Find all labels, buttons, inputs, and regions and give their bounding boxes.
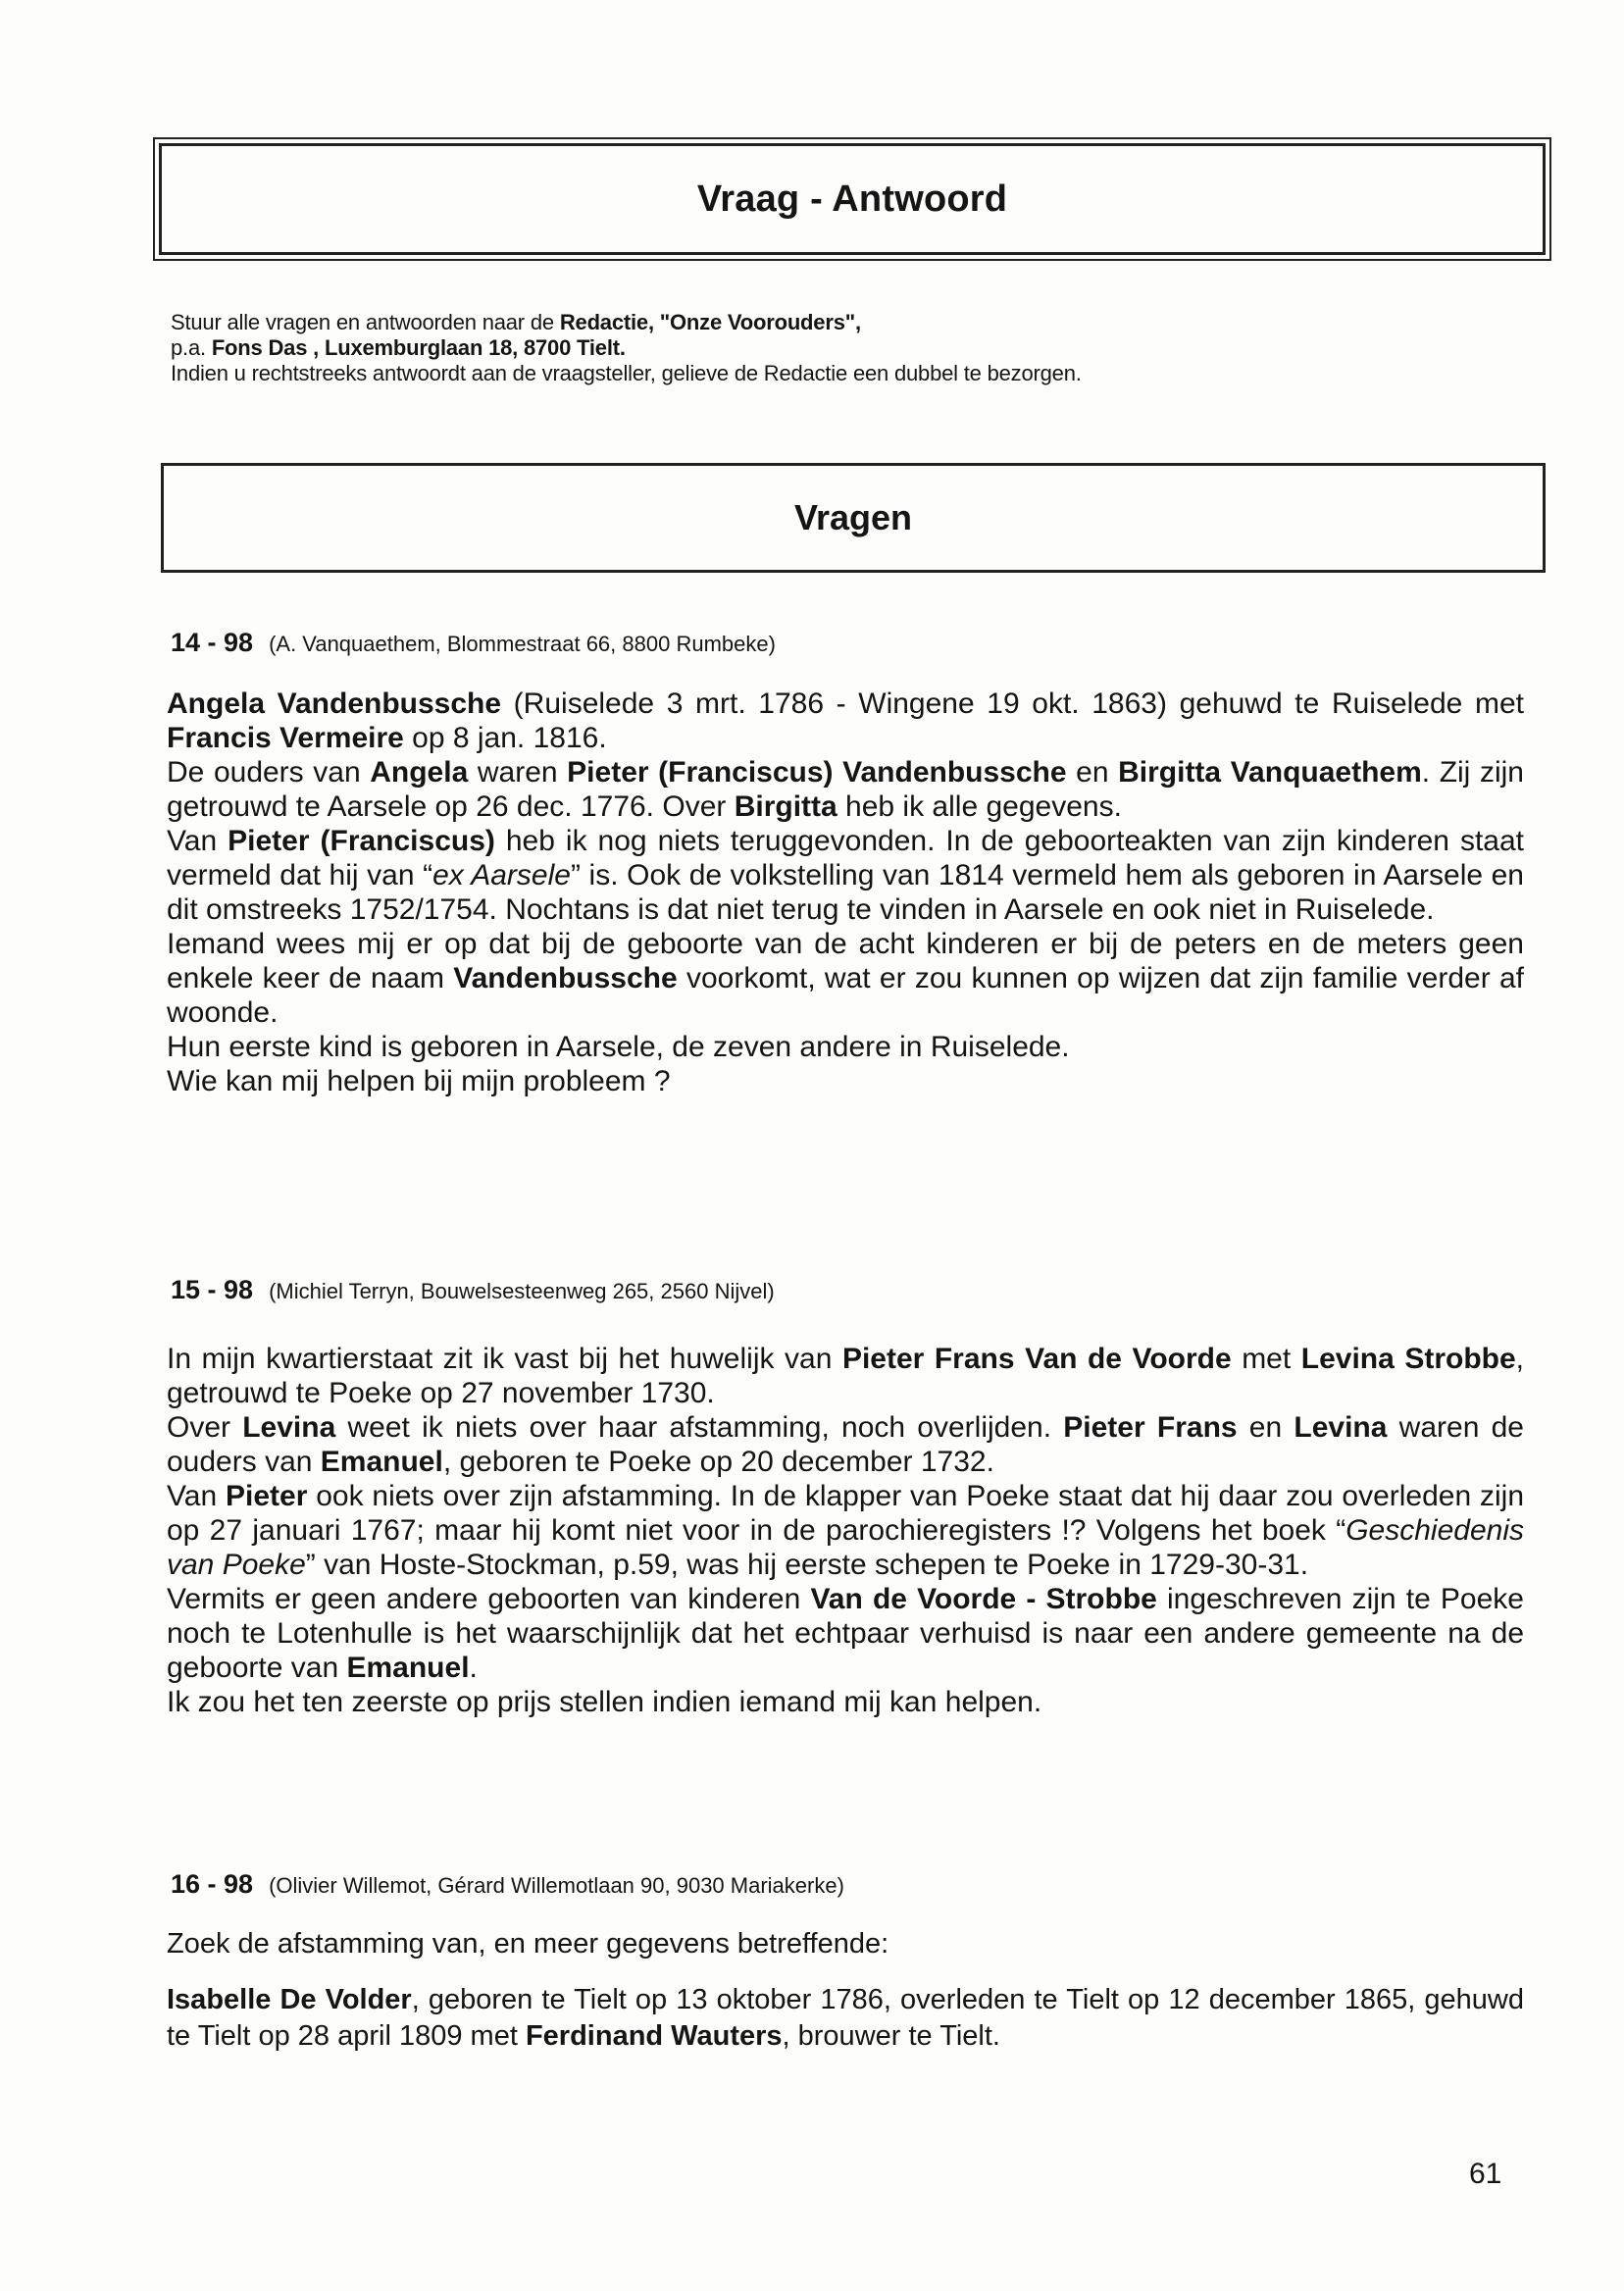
entry-body: [167, 1926, 1524, 2055]
entry-body: [167, 1342, 1524, 1719]
entry-author: (Olivier Willemot, Gérard Willemotlaan 90, 9030 Mariakerke): [269, 1873, 844, 1898]
paragraph: De ouders van Angela waren Pieter (Franciscus) Vandenbussche en Birgitta Vanquaethem. Zij zijn getrouwd te Aarsele op 26 dec. 1776. Over Birgitta heb ik alle gegevens.: [167, 756, 1524, 823]
entry-header: [171, 628, 776, 658]
notice-line-3: Indien u rechtstreeks antwoordt aan de vraagsteller, gelieve de Redactie een dubbel te bezorgen.: [171, 361, 1082, 385]
notice-line-1: Stuur alle vragen en antwoorden naar de Redactie, "Onze Voorouders",: [171, 310, 861, 334]
title-box: [159, 143, 1546, 255]
notice-line-2: p.a. Fons Das , Luxemburglaan 18, 8700 Tielt.: [171, 335, 626, 360]
page-number: 61: [1469, 2158, 1502, 2190]
paragraph: Isabelle De Volder, geboren te Tielt op 13 oktober 1786, overleden te Tielt op 12 december 1865, gehuwd te Tielt op 28 april 1809 met Ferdinand Wauters, brouwer te Tielt.: [167, 1984, 1524, 2052]
paragraph: In mijn kwartierstaat zit ik vast bij het huwelijk van Pieter Frans Van de Voorde met Levina Strobbe, getrouwd te Poeke op 27 november 1730.: [167, 1343, 1525, 1409]
entry-author: (A. Vanquaethem, Blommestraat 66, 8800 Rumbeke): [269, 632, 776, 656]
entry-body: [167, 687, 1524, 1098]
entry-number: 14 - 98: [171, 628, 254, 657]
entry-header: [171, 1869, 844, 1900]
paragraph: Wie kan mij helpen bij mijn probleem ?: [167, 1065, 671, 1097]
paragraph: Angela Vandenbussche (Ruiselede 3 mrt. 1786 - Wingene 19 okt. 1863) gehuwd te Ruiselede met Francis Vermeire op 8 jan. 1816.: [167, 687, 1524, 754]
section-title: Vragen: [793, 497, 913, 537]
paragraph: Over Levina weet ik niets over haar afstamming, noch overlijden. Pieter Frans en Levina waren de ouders van Emanuel, geboren te Poeke op 20 december 1732.: [167, 1411, 1524, 1478]
entry-number: 15 - 98: [171, 1275, 254, 1304]
paragraph: Hun eerste kind is geboren in Aarsele, de zeven andere in Ruiselede.: [167, 1031, 1070, 1063]
paragraph: Ik zou het ten zeerste op prijs stellen indien iemand mij kan helpen.: [167, 1686, 1042, 1718]
section-box: [161, 463, 1546, 573]
paragraph: Van Pieter ook niets over zijn afstamming. In de klapper van Poeke staat dat hij daar zou overleden zijn op 27 januari 1767; maar hij komt niet voor in de parochieregisters !? Volgens het boek “Geschiedenis van Poeke” van Hoste-Stockman, p.59, was hij eerste schepen te Poeke in 1729-30-31.: [167, 1480, 1524, 1581]
paragraph: Iemand wees mij er op dat bij de geboorte van de acht kinderen er bij de peters en de meters geen enkele keer de naam Vandenbussche voorkomt, wat er zou kunnen op wijzen dat zijn familie verder af woonde.: [167, 928, 1524, 1029]
paragraph: Zoek de afstamming van, en meer gegevens betreffende:: [167, 1928, 889, 1960]
entry-number: 16 - 98: [171, 1869, 254, 1899]
paragraph: Van Pieter (Franciscus) heb ik nog niets teruggevonden. In de geboorteakten van zijn kinderen staat vermeld dat hij van “ex Aarsele” is. Ook de volkstelling van 1814 vermeld hem als geboren in Aarsele en dit omstreeks 1752/1754. Nochtans is dat niet terug te vinden in Aarsele en ook niet in Ruiselede.: [167, 825, 1524, 926]
submission-notice: [171, 310, 1524, 386]
paragraph: Vermits er geen andere geboorten van kinderen Van de Voorde - Strobbe ingeschreven zijn te Poeke noch te Lotenhulle is het waarschijnlijk dat het echtpaar verhuisd is naar een andere gemeente na de geboorte van Emanuel.: [167, 1583, 1524, 1684]
entry-author: (Michiel Terryn, Bouwelsesteenweg 265, 2560 Nijvel): [269, 1279, 775, 1303]
page-title: Vraag - Antwoord: [696, 178, 1008, 220]
entry-header: [171, 1275, 775, 1305]
